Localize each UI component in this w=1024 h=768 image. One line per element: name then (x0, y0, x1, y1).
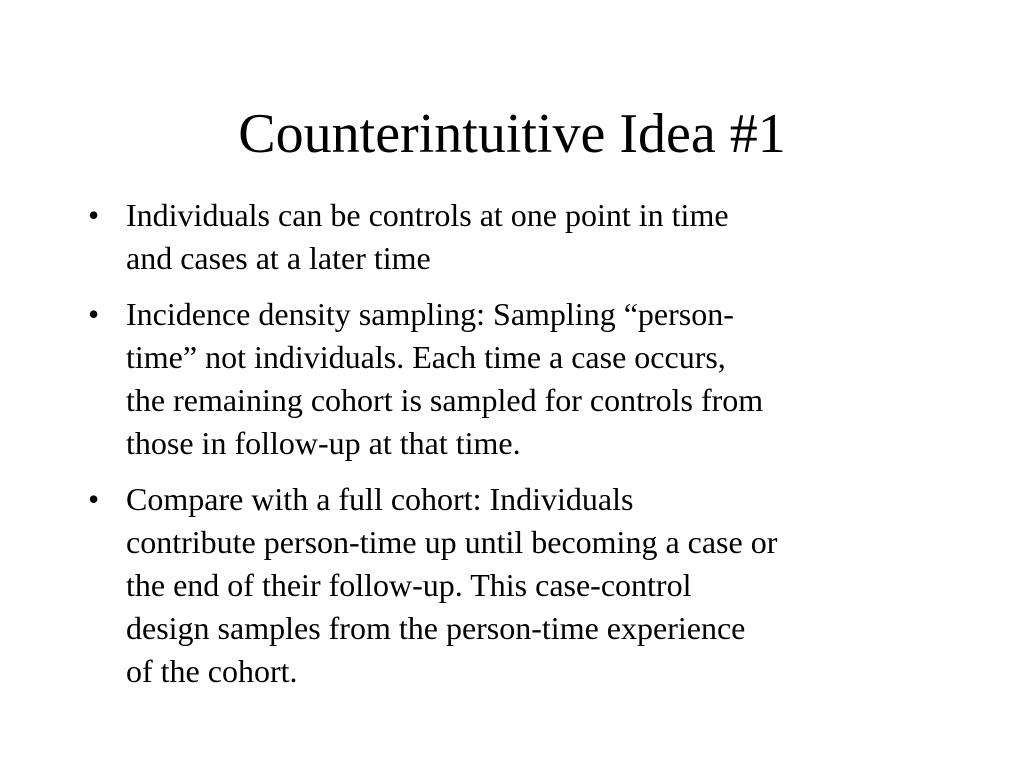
bullet-list (88, 194, 948, 706)
text-line: those in follow-up at that time. (126, 425, 521, 461)
text-line: the remaining cohort is sampled for controls from (126, 382, 764, 418)
text-line: Incidence density sampling: Sampling “person- (126, 296, 734, 332)
bullet-dot-icon: • (88, 296, 100, 332)
text-line: Individuals can be controls at one point in time (126, 197, 729, 233)
bullet-text (126, 293, 948, 465)
text-line: and cases at a later time (126, 240, 431, 276)
bullet-text (126, 478, 948, 693)
text-line: Compare with a full cohort: Individuals (126, 481, 634, 517)
bullet-dot-icon: • (88, 197, 100, 233)
text-line: contribute person-time up until becoming a case or (126, 524, 778, 560)
text-line: design samples from the person-time experience (126, 610, 746, 646)
text-line: time” not individuals. Each time a case occurs, (126, 339, 726, 375)
bullet-item-2 (88, 293, 948, 465)
bullet-item-1 (88, 194, 948, 280)
text-line: of the cohort. (126, 653, 298, 689)
slide-title: Counterintuitive Idea #1 (238, 103, 786, 165)
bullet-text (126, 194, 948, 280)
text-line: the end of their follow-up. This case-control (126, 567, 692, 603)
bullet-item-3 (88, 478, 948, 693)
bullet-dot-icon: • (88, 481, 100, 517)
